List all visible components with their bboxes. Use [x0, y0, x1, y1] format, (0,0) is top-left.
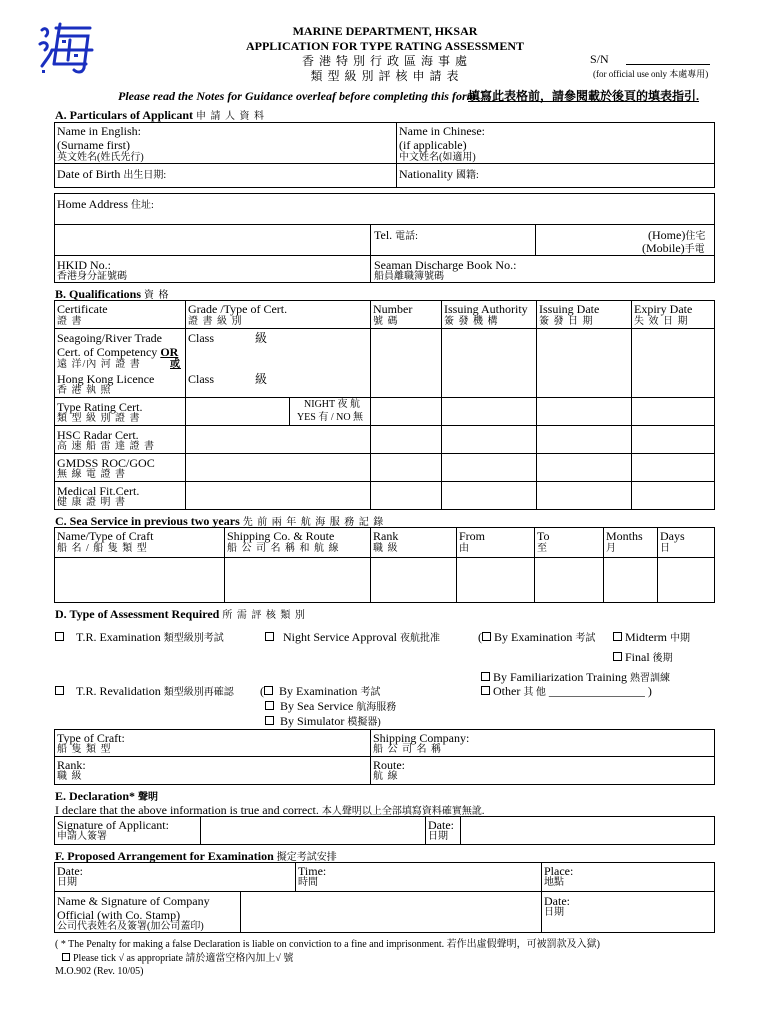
checkbox[interactable]: [265, 701, 274, 710]
row-medical: Medical Fit.Cert.: [57, 484, 140, 498]
option-midterm[interactable]: Midterm 中期: [613, 630, 690, 645]
name-english-field[interactable]: [190, 124, 390, 162]
company-signature-label: Name & Signature of Company: [57, 894, 210, 908]
type-craft-label: Type of Craft:: [57, 731, 125, 745]
checkbox[interactable]: [481, 686, 490, 695]
company-date-label: Date:: [544, 894, 570, 908]
checkbox[interactable]: [55, 632, 64, 641]
exam-place-label: Place:: [544, 864, 574, 878]
penalty-note: ( * The Penalty for making a false Declaration is liable on conviction to a fine and imprisonment. 若作出虛假聲明，可被罰款及入獄): [55, 939, 600, 950]
col-issuing-authority: Issuing Authority: [444, 302, 528, 316]
option-final[interactable]: Final 後期: [613, 650, 673, 665]
hkid-label: HKID No.:: [57, 258, 111, 272]
serial-number-label: S/N: [590, 52, 609, 66]
official-use-note: (for official use only 本處專用): [593, 69, 709, 79]
checkbox[interactable]: [613, 652, 622, 661]
tel-mobile-label: (Mobile)手電: [642, 241, 705, 255]
section-c-title: C. Sea Service in previous two years 先 前 兩 年 航 海 服 務 記 錄: [55, 514, 385, 528]
row-hsc-radar: HSC Radar Cert.: [57, 428, 139, 442]
route-field[interactable]: [480, 758, 710, 782]
col-craft: Name/Type of Craft: [57, 529, 154, 543]
guidance-notice-cn: 填寫此表格前，請參閱載於後頁的填表指引.: [468, 89, 700, 103]
checkbox[interactable]: [55, 686, 64, 695]
department-name-cn: 香 港 特 別 行 政 區 海 事 處: [301, 54, 468, 68]
checkbox[interactable]: [482, 632, 491, 641]
option-reval-exam[interactable]: ( By Examination 考試: [260, 684, 381, 698]
applicant-signature-field[interactable]: [202, 818, 422, 843]
department-name: MARINE DEPARTMENT, HKSAR: [292, 24, 478, 38]
checkbox[interactable]: [265, 632, 274, 641]
row-hk-licence: Hong Kong Licence: [57, 372, 155, 386]
night-nav-yes-no[interactable]: YES 有 / NO 無: [296, 412, 364, 423]
type-craft-field[interactable]: [150, 731, 365, 754]
tel-home-field[interactable]: [436, 226, 532, 253]
col-from: From: [459, 529, 486, 543]
col-issuing-date: Issuing Date: [539, 302, 600, 316]
section-e-title: E. Declaration* 聲明: [55, 789, 158, 803]
tel-home-label: (Home)住宅: [648, 228, 706, 242]
seaman-book-label: Seaman Discharge Book No.:: [374, 258, 517, 272]
name-chinese-label: Name in Chinese:: [399, 124, 485, 138]
company-date-field[interactable]: [580, 893, 710, 931]
home-address-label: Home Address 住址:: [57, 197, 154, 211]
section-a-title: A. Particulars of Applicant 申 請 人 資 料: [55, 108, 265, 122]
col-to: To: [537, 529, 550, 543]
nationality-label: Nationality 國籍:: [399, 167, 479, 181]
nationality-field[interactable]: [490, 165, 710, 185]
row-seagoing: Seagoing/River Trade: [57, 331, 162, 345]
option-night-approval[interactable]: Night Service Approval 夜航批准: [265, 630, 440, 645]
exam-time-label: Time:: [298, 864, 327, 878]
col-days: Days: [660, 529, 685, 543]
option-familiarization[interactable]: By Familiarization Training 熟習訓練: [481, 670, 670, 685]
night-nav-label: NIGHT 夜 航: [304, 399, 360, 410]
rank-field[interactable]: [150, 758, 365, 782]
col-shipping-route: Shipping Co. & Route: [227, 529, 335, 543]
option-other[interactable]: Other 其 他 ________________ ): [481, 684, 652, 699]
declaration-date-label: Date:: [428, 818, 454, 832]
name-chinese-field[interactable]: [520, 124, 710, 162]
col-expiry-date: Expiry Date: [634, 302, 693, 316]
row-gmdss: GMDSS ROC/GOC: [57, 456, 155, 470]
checkbox[interactable]: [265, 716, 274, 725]
tel-label: Tel. 電話:: [374, 228, 418, 242]
hkid-field[interactable]: [160, 257, 365, 281]
row-type-rating: Type Rating Cert.: [57, 400, 143, 414]
option-reval-sea[interactable]: By Sea Service 航海服務: [265, 699, 396, 714]
signature-label: Signature of Applicant:: [57, 818, 169, 832]
guidance-notice: Please read the Notes for Guidance overleaf before completing this form.: [118, 89, 479, 103]
option-reval-simulator[interactable]: By Simulator 模擬器): [265, 714, 381, 729]
option-tr-exam[interactable]: T.R. Examination 類型級別考試: [55, 630, 224, 645]
dob-label: Date of Birth 出生日期:: [57, 167, 167, 181]
checkbox[interactable]: [613, 632, 622, 641]
exam-time-field[interactable]: [335, 864, 535, 889]
home-address-field[interactable]: [170, 195, 710, 223]
exam-date-label: Date:: [57, 864, 83, 878]
section-b-title: B. Qualifications 資 格: [55, 287, 170, 301]
col-rank: Rank: [373, 529, 399, 543]
form-number: M.O.902 (Rev. 10/05): [55, 966, 144, 977]
col-certificate: Certificate: [57, 302, 108, 316]
col-number: Number: [373, 302, 413, 316]
declaration-date-field[interactable]: [462, 818, 712, 843]
dob-field[interactable]: [190, 165, 390, 185]
seaman-book-field[interactable]: [535, 257, 710, 281]
option-tr-reval[interactable]: T.R. Revalidation 類型級別再確認: [55, 684, 234, 699]
shipping-company-field[interactable]: [480, 731, 710, 754]
tick-note: Please tick √ as appropriate 請於適當空格內加上√ 號: [62, 953, 293, 965]
col-grade: Grade /Type of Cert.: [188, 302, 288, 316]
checkbox[interactable]: [481, 672, 490, 681]
form-title-cn: 類 型 級 別 評 核 申 請 表: [310, 69, 460, 83]
checkbox[interactable]: [264, 686, 273, 695]
form-title: APPLICATION FOR TYPE RATING ASSESSMENT: [245, 39, 525, 53]
name-english-label: Name in English:: [57, 124, 141, 138]
section-f-title: F. Proposed Arrangement for Examination 擬定考試安排: [55, 849, 337, 863]
col-months: Months: [606, 529, 643, 543]
company-signature-field[interactable]: [243, 893, 538, 931]
exam-date-field[interactable]: [90, 864, 290, 889]
rank-label: Rank:: [57, 758, 86, 772]
route-label: Route:: [373, 758, 405, 772]
shipping-company-label: Shipping Company:: [373, 731, 470, 745]
exam-place-field[interactable]: [580, 864, 710, 889]
declaration-statement: I declare that the above information is true and correct. 本人聲明以上全部填寫資料確實無訛.: [55, 803, 485, 817]
serial-number-field[interactable]: [626, 64, 710, 65]
option-by-exam[interactable]: ( By Examination 考試: [478, 630, 596, 644]
checkbox: [62, 953, 70, 961]
section-d-title: D. Type of Assessment Required 所 需 評 核 類 別: [55, 607, 306, 621]
